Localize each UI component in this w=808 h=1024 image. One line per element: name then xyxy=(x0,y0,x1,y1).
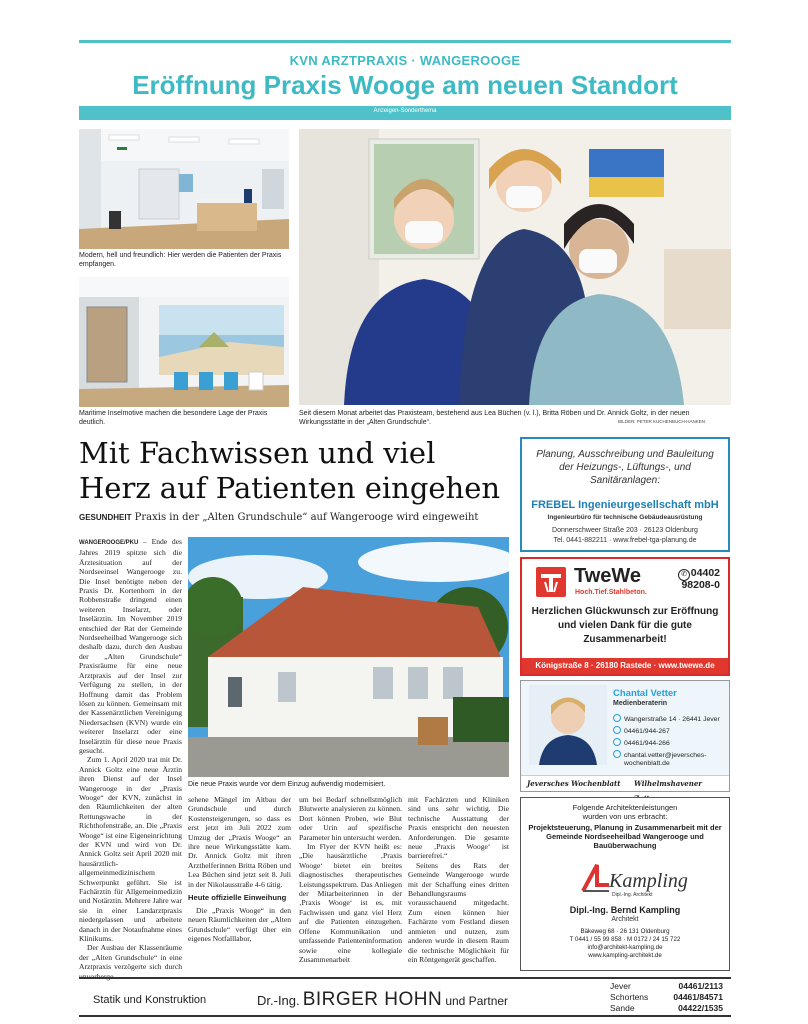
header-kicker: KVN ARZTPRAXIS · WANGEROOGE xyxy=(289,53,521,68)
twewe-footer: Königstraße 8 · 26180 Rastede · www.twewe.de xyxy=(522,658,728,674)
twewe-message: Herzlichen Glückwunsch zur Eröffnung und vielen Dank für die gute Zusammenarbeit! xyxy=(531,606,719,645)
vetter-address: Wangerstraße 14 · 26441 Jever xyxy=(624,716,720,723)
header-headline: Eröffnung Praxis Wooge am neuen Standort xyxy=(132,70,678,100)
hohn-loc1: Jever xyxy=(610,981,631,991)
kampling-intro: Folgende Architektenleistungen wurden von uns erbracht: xyxy=(572,803,678,821)
hohn-tel1: 04461/2113 xyxy=(678,981,723,991)
kampling-logo-sub: Dipl.-Ing. Architekt xyxy=(612,892,653,898)
twewe-phone xyxy=(681,567,720,591)
team-caption: Seit diesem Monat arbeitet das Praxisteam, bestehend aus Lea Büchen (v. l.), Britta Röben und Dr. Annick Goltz, in der neuen Wirkungsstätte in der „Alten Grundschule“. xyxy=(299,410,690,426)
kampling-name: Dipl.-Ing. Bernd Kampling xyxy=(569,905,681,915)
ad-frebel xyxy=(520,437,730,552)
hohn-numbers xyxy=(673,981,723,1014)
hohn-tel3: 04422/1535 xyxy=(678,1003,723,1013)
article-title-line1: Mit Fachwissen und viel xyxy=(79,436,436,470)
article-subline xyxy=(79,512,509,523)
article-col2: sehene Mängel im Altbau der Grundschule und durch Kostensteigerungen, so dass es erst jetzt im Juli 2022 zum Umzug der „Praxis Wooge“ an ihre neue Wirkungsstätte kam. Dr. Annick Goltz mit ihren Arzthelferinnen Britta Röben und Lea Büchen sind jetzt seit 8. Juli in der Nikolausstraße 4-6 tätig. xyxy=(188,795,291,889)
kampling-logo-icon xyxy=(581,863,611,895)
vetter-fax: 04461/944-266 xyxy=(624,740,670,747)
kampling-services: Projektsteuerung, Planung in Zusammenarbeit mit der Gemeinde Nordseeheilbad Wangerooge und Bauüberwachung xyxy=(528,823,722,850)
article-col1b: Zum 1. April 2020 trat mit Dr. Annick Goltz eine neue Ärztin ihren Dienst auf der Insel Wangerooge in der „Praxis Wooge“ der KVN, zunächst in den Räumlichkeiten der alten Rettungswache in der Richthofenstraße, an. Die „Praxis Wooge“ ist eine Eigeneinrichtung der KVN und wird von Dr. Annick Goltz seit April 2020 mit hausärztlich-allgemeinmedizinischem Schwerpunkt geführt. Sie ist Fachärztin für Allgemeinmedizin und Notärztin. Mehrere Jahre war sie in einer Landarztpraxis niedergelassen und arbeitete danach in der Notaufnahme eines Klinikums. xyxy=(79,755,182,944)
ad-vetter xyxy=(520,680,730,792)
article-col1-text: – Ende des Jahres 2019 spitzte sich die Ärztesituation auf der Nordseeinsel Wangerooge zu. Die Insel benötigte neben der Praxis Dr. Kortenhorn in der Robbenstraße dringend einen weiteren Inselarzt, oder Inselärztin. Im November 2019 entschied der Rat der Gemeinde Nordseeheilbad Wangerooge sich deshalb dazu, durch den Ausbau der „Alten Grundschule“ Praxisräume für eine neue Arztpraxis auf der Insel zur Verfügung zu stellen, in der Hoffnung damit das Problem lösen zu können. Gemeinsam mit der Kassenärztlichen Vereinigung Niedersachsen (KVN) wurde ein weiterer Inselarzt oder eine Inselärztin für diese neue Praxis gesucht. xyxy=(79,537,182,755)
hohn-locations xyxy=(610,981,648,1014)
frebel-tel: Tel. 0441-882211 · www.frebel-tga-planung.de xyxy=(553,537,697,544)
article-column-4 xyxy=(408,795,509,964)
waiting-room-caption: Maritime Inselmotive machen die besondere Lage der Praxis deutlich. xyxy=(79,410,268,426)
vetter-email-line xyxy=(613,750,706,759)
article-col2b: Die „Praxis Wooge“ in den neuen Räumlichkeiten der „Alten Grundschule“ verfügt über ein eigenes Notfalllabor, xyxy=(188,906,291,944)
twewe-logo-icon xyxy=(536,567,566,597)
hohn-center xyxy=(257,989,508,1011)
frebel-name: FREBEL Ingenieurgesellschaft mbH xyxy=(531,499,719,511)
kampling-role: Architekt xyxy=(611,916,639,923)
fax-icon xyxy=(613,738,621,746)
ad-twewe xyxy=(520,557,730,676)
kampling-logo: Kampling xyxy=(609,870,688,892)
article-dateline: WANGEROOGE/PKU xyxy=(79,540,139,546)
vetter-name: Chantal Vetter xyxy=(613,688,677,699)
hohn-tel2: 04461/84571 xyxy=(673,992,723,1002)
kampling-phones: T 0441 / 55 99 858 · M 0172 / 24 15 722 xyxy=(569,936,681,943)
reception-caption: Modern, hell und freundlich: Hier werden die Patienten der Praxis empfangen. xyxy=(79,252,282,268)
article-column-1 xyxy=(79,537,182,981)
frebel-intro: Planung, Ausschreibung und Bauleitung der Heizungs-, Lüftungs-, und Sanitäranlagen: xyxy=(536,449,714,486)
ad-kampling xyxy=(520,797,730,971)
email-icon xyxy=(613,750,621,758)
header-tag: Anzeigen-Sonderthema xyxy=(79,106,731,117)
hohn-loc2: Schortens xyxy=(610,992,649,1002)
reception-photo xyxy=(79,129,289,249)
article-subline-text: Praxis in der „Alten Grundschule“ auf Wangerooge wird eingeweiht xyxy=(134,512,479,523)
twewe-brand: TweWe xyxy=(574,565,642,587)
vetter-portrait xyxy=(529,685,607,765)
article-col4: mit Fachärzten und Kliniken sind uns sehr wichtig. Die technische Ausstattung der Praxis entspricht den neuesten Anforderungen. Die gesamte neue ‚Praxis Wooge‘ ist barrierefrei.“ xyxy=(408,795,509,861)
article-col1c: Der Ausbau der Klassenräume der „Alten Grundschule“ in eine Arztpraxis verzögerte sich durch unvorherge- xyxy=(79,943,182,981)
paper-wilhelmshavener: Wilhelmshavener xyxy=(634,779,702,788)
building-photo xyxy=(188,537,509,777)
vetter-fax-line xyxy=(613,738,670,747)
phone-icon xyxy=(613,726,621,734)
frebel-sub: Ingenieurbüro für technische Gebäudeausrüstung xyxy=(547,514,703,521)
vetter-email-2: wochenblatt.de xyxy=(624,760,670,767)
article-col3: um bei Bedarf schnellstmöglich Blutwerte analysieren zu können. Dort können Proben, wie Blut oder Urin auf spezifische Parameter hin untersucht werden. xyxy=(299,795,402,842)
article-col4b: Seitens des Rats der Gemeinde Wangerooge wurde mit der Schaffung eines dritten Behandlungsraums vorausschauend mitgedacht. Zum einen können hier Fachärzte vom Festland diesen anmieten und nutzen, zum anderen wurde in diesem Raum die technische Möglichkeit für ein Röntgengerät geschaffen. xyxy=(408,860,509,964)
vetter-address-line xyxy=(613,714,720,723)
hohn-name: BIRGER HOHN xyxy=(302,989,443,1010)
ad-hohn xyxy=(79,977,731,1017)
twewe-phone-2: 98208-0 xyxy=(681,579,720,591)
vetter-phone: 04461/944-267 xyxy=(624,728,670,735)
photo-credit: BILDER: PETER KUCHENBUCH-HANKEN xyxy=(618,419,706,424)
kampling-address: Bäkeweg 68 · 26 131 Oldenburg xyxy=(580,928,670,935)
twewe-slogan: Hoch.Tief.Stahlbeton. xyxy=(575,589,647,596)
hohn-prefix: Dr.-Ing. xyxy=(257,993,300,1008)
article-title xyxy=(79,436,509,506)
article-tag: GESUNDHEIT xyxy=(79,513,132,522)
phone-icon: ✆ xyxy=(678,569,690,581)
vetter-papers xyxy=(521,775,729,791)
vetter-role: Medienberaterin xyxy=(613,700,668,707)
hohn-loc3: Sande xyxy=(610,1003,635,1013)
article-col3b: Im Flyer der KVN heißt es: „Die hausärztliche ‚Praxis Wooge‘ bietet ein breites diagnostisches therapeutisches Leistungsspektrum. Das Anliegen der Mitarbeiterinnen in der ‚Praxis Wooge‘ ist es, mit Fachwissen und ganz viel Herz auf die Patienten einzugehen. Offene Kommunikation und umfassende Patienteninformation sowie eine kollegiale Zusammenarbeit xyxy=(299,842,402,964)
paper-jeversches: Jeversches Wochenblatt xyxy=(527,779,621,788)
twewe-phone-1: 04402 xyxy=(690,567,720,579)
hohn-suffix: und Partner xyxy=(445,994,509,1008)
vetter-phone-line xyxy=(613,726,670,735)
vetter-email: chantal.vetter@jeversches- xyxy=(624,752,707,759)
location-icon xyxy=(613,714,621,722)
hohn-left: Statik und Konstruktion xyxy=(93,994,207,1006)
kampling-contact xyxy=(521,928,729,960)
team-photo xyxy=(299,129,731,405)
kampling-web: www.kampling-architekt.de xyxy=(588,952,662,959)
article-subheading: Heute offizielle Einweihung xyxy=(188,893,287,903)
kampling-email: info@architekt-kampling.de xyxy=(587,944,663,951)
article-column-2 xyxy=(188,795,291,944)
waiting-room-photo xyxy=(79,277,289,407)
article-column-3 xyxy=(299,795,402,964)
article-title-line2: Herz auf Patienten eingehen xyxy=(79,471,501,505)
building-caption: Die neue Praxis wurde vor dem Einzug aufwendig modernisiert. xyxy=(188,781,386,788)
header-banner xyxy=(79,40,731,120)
frebel-address: Donnerschweer Straße 203 · 26123 Oldenburg xyxy=(552,527,698,534)
